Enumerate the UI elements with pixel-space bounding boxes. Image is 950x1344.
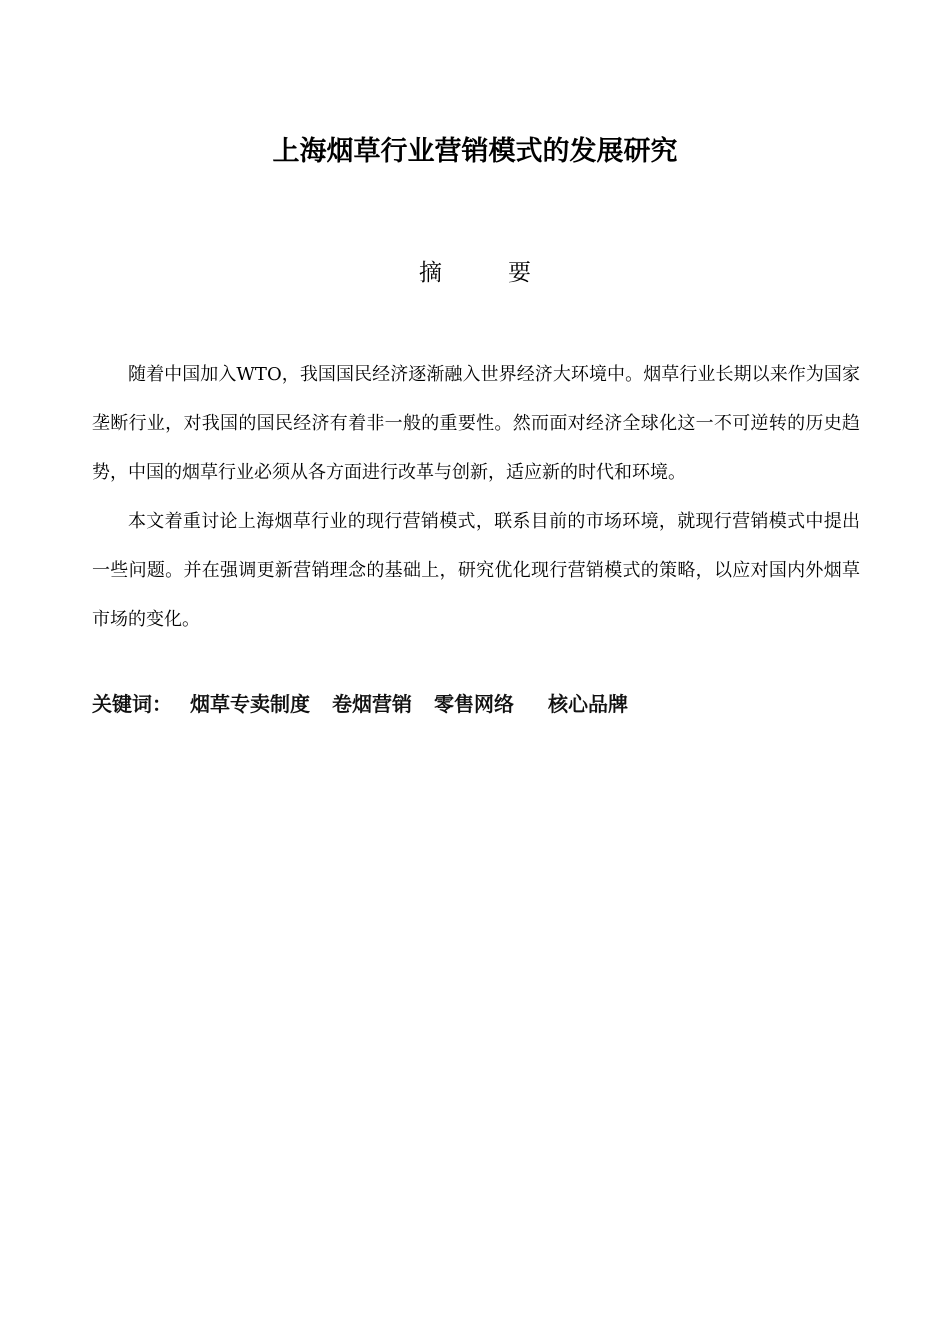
abstract-paragraph: 本文着重讨论上海烟草行业的现行营销模式，联系目前的市场环境，就现行营销模式中提出一些问题。并在强调更新营销理念的基础上，研究优化现行营销模式的策略，以应对国内外烟草市场的变化。 xyxy=(92,511,860,630)
keywords-line xyxy=(92,684,872,724)
abstract-paragraph: 随着中国加入WTO，我国国民经济逐渐融入世界经济大环境中。烟草行业长期以来作为国家垄断行业，对我国的国民经济有着非一般的重要性。然而面对经济全球化这一不可逆转的历史趋势，中国的烟草行业必须从各方面进行改革与创新，适应新的时代和环境。 xyxy=(92,364,860,483)
keyword: 卷烟营销 xyxy=(332,692,412,716)
keyword: 零售网络 xyxy=(434,692,514,716)
abstract-body xyxy=(92,350,860,644)
keywords-label: 关键词： xyxy=(92,692,172,716)
document-title: 上海烟草行业营销模式的发展研究 xyxy=(272,136,678,167)
keyword: 核心品牌 xyxy=(548,692,628,716)
keyword: 烟草专卖制度 xyxy=(190,692,310,716)
abstract-heading: 摘要 xyxy=(419,260,597,286)
